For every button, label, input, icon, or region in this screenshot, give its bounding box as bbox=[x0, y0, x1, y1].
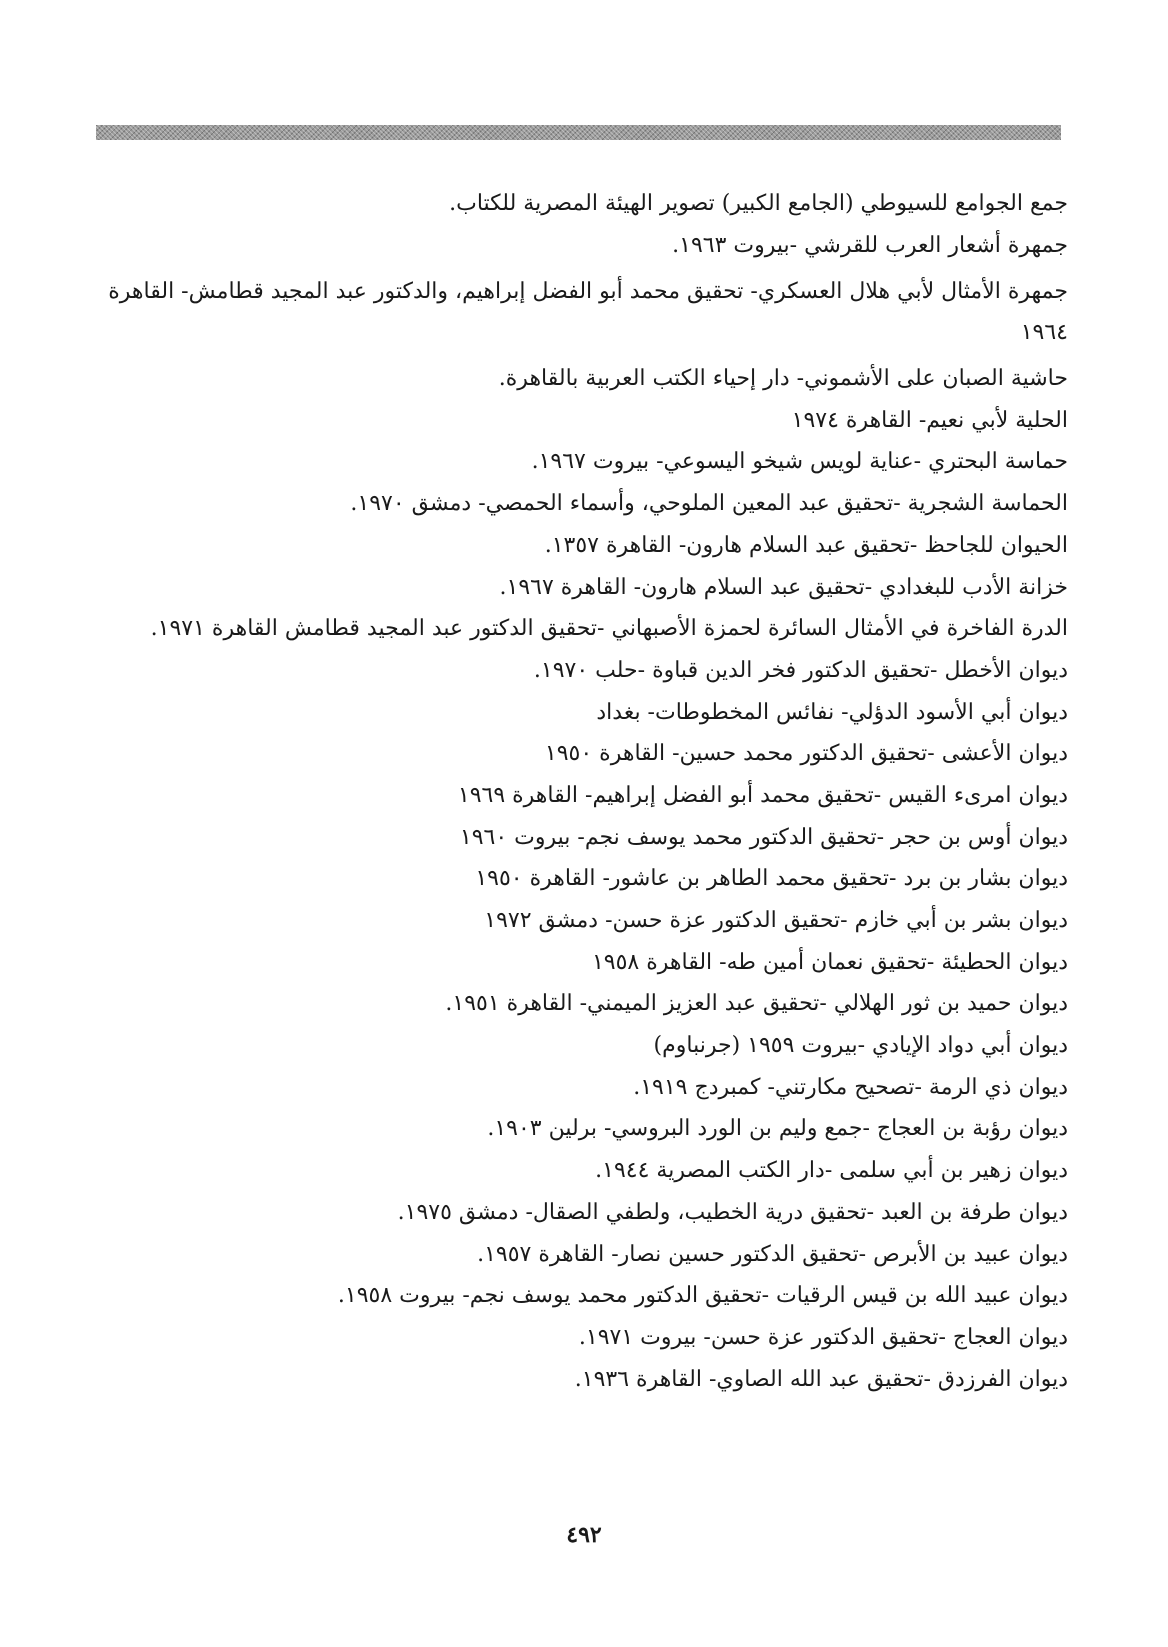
bibliography-entry: الحلية لأبي نعيم- القاهرة ١٩٧٤ bbox=[791, 407, 1068, 433]
bibliography-entry: ديوان رؤبة بن العجاج -جمع وليم بن الورد البروسي- برلين ١٩٠٣. bbox=[487, 1116, 1068, 1142]
bibliography-entry: الدرة الفاخرة في الأمثال السائرة لحمزة الأصبهاني -تحقيق الدكتور عبد المجيد قطامش القاهرة ١٩٧١. bbox=[150, 616, 1068, 642]
bibliography-entry: ديوان الفرزدق -تحقيق عبد الله الصاوي- القاهرة ١٩٣٦. bbox=[574, 1366, 1068, 1392]
bibliography-entry: ديوان امرىء القيس -تحقيق محمد أبو الفضل إبراهيم- القاهرة ١٩٦٩ bbox=[457, 782, 1068, 808]
bibliography-entry: حماسة البحتري -عناية لويس شيخو اليسوعي- بيروت ١٩٦٧. bbox=[531, 449, 1068, 475]
bibliography-entry: ديوان ذي الرمة -تصحيح مكارتني- كمبردج ١٩١٩. bbox=[633, 1074, 1068, 1100]
bibliography-entry: ديوان أبي دواد الإيادي -بيروت ١٩٥٩ (جرنباوم) bbox=[653, 1033, 1068, 1059]
bibliography-entry: ديوان أبي الأسود الدؤلي- نفائس المخطوطات- بغداد bbox=[596, 699, 1068, 725]
bibliography-entry: ديوان بشار بن برد -تحقيق محمد الطاهر بن عاشور- القاهرة ١٩٥٠ bbox=[475, 866, 1068, 892]
bibliography-entry: ديوان زهير بن أبي سلمى -دار الكتب المصرية ١٩٤٤. bbox=[595, 1158, 1068, 1184]
bibliography-entry: ديوان حميد بن ثور الهلالي -تحقيق عبد العزيز الميمني- القاهرة ١٩٥١. bbox=[445, 991, 1068, 1017]
bibliography-entry: جمهرة الأمثال لأبي هلال العسكري- تحقيق محمد أبو الفضل إبراهيم، والدكتور عبد المجيد قطامش- القاهرة ١٩٦٤ bbox=[108, 279, 1068, 346]
bibliography-entry: الحماسة الشجرية -تحقيق عبد المعين الملوحي، وأسماء الحمصي- دمشق ١٩٧٠. bbox=[350, 491, 1068, 517]
page-number: ٤٩٢ bbox=[566, 1522, 602, 1548]
bibliography-list bbox=[78, 188, 1068, 1405]
bibliography-entry: ديوان الأعشى -تحقيق الدكتور محمد حسين- القاهرة ١٩٥٠ bbox=[544, 741, 1068, 767]
bibliography-entry: ديوان عبيد الله بن قيس الرقيات -تحقيق الدكتور محمد يوسف نجم- بيروت ١٩٥٨. bbox=[337, 1283, 1068, 1309]
bibliography-entry: جمهرة أشعار العرب للقرشي -بيروت ١٩٦٣. bbox=[672, 232, 1068, 258]
bibliography-entry: ديوان الحطيئة -تحقيق نعمان أمين طه- القاهرة ١٩٥٨ bbox=[591, 949, 1068, 975]
bibliography-entry: ديوان عبيد بن الأبرص -تحقيق الدكتور حسين نصار- القاهرة ١٩٥٧. bbox=[477, 1241, 1068, 1267]
bibliography-entry: خزانة الأدب للبغدادي -تحقيق عبد السلام هارون- القاهرة ١٩٦٧. bbox=[499, 574, 1068, 600]
bibliography-entry: ديوان بشر بن أبي خازم -تحقيق الدكتور عزة حسن- دمشق ١٩٧٢ bbox=[484, 908, 1068, 933]
bibliography-entry: ديوان طرفة بن العبد -تحقيق درية الخطيب، ولطفي الصقال- دمشق ١٩٧٥. bbox=[397, 1199, 1068, 1225]
bibliography-entry: حاشية الصبان على الأشموني- دار إحياء الكتب العربية بالقاهرة. bbox=[498, 366, 1068, 392]
bibliography-entry: ديوان الأخطل -تحقيق الدكتور فخر الدين قباوة -حلب ١٩٧٠. bbox=[533, 657, 1068, 683]
header-decorative-bar bbox=[96, 125, 1061, 140]
bibliography-entry: جمع الجوامع للسيوطي (الجامع الكبير) تصوير الهيئة المصرية للكتاب. bbox=[449, 191, 1068, 216]
bibliography-entry: ديوان العجاج -تحقيق الدكتور عزة حسن- بيروت ١٩٧١. bbox=[578, 1324, 1068, 1350]
bibliography-entry: ديوان أوس بن حجر -تحقيق الدكتور محمد يوسف نجم- بيروت ١٩٦٠ bbox=[459, 824, 1068, 850]
bibliography-entry: الحيوان للجاحظ -تحقيق عبد السلام هارون- القاهرة ١٣٥٧. bbox=[544, 532, 1068, 558]
